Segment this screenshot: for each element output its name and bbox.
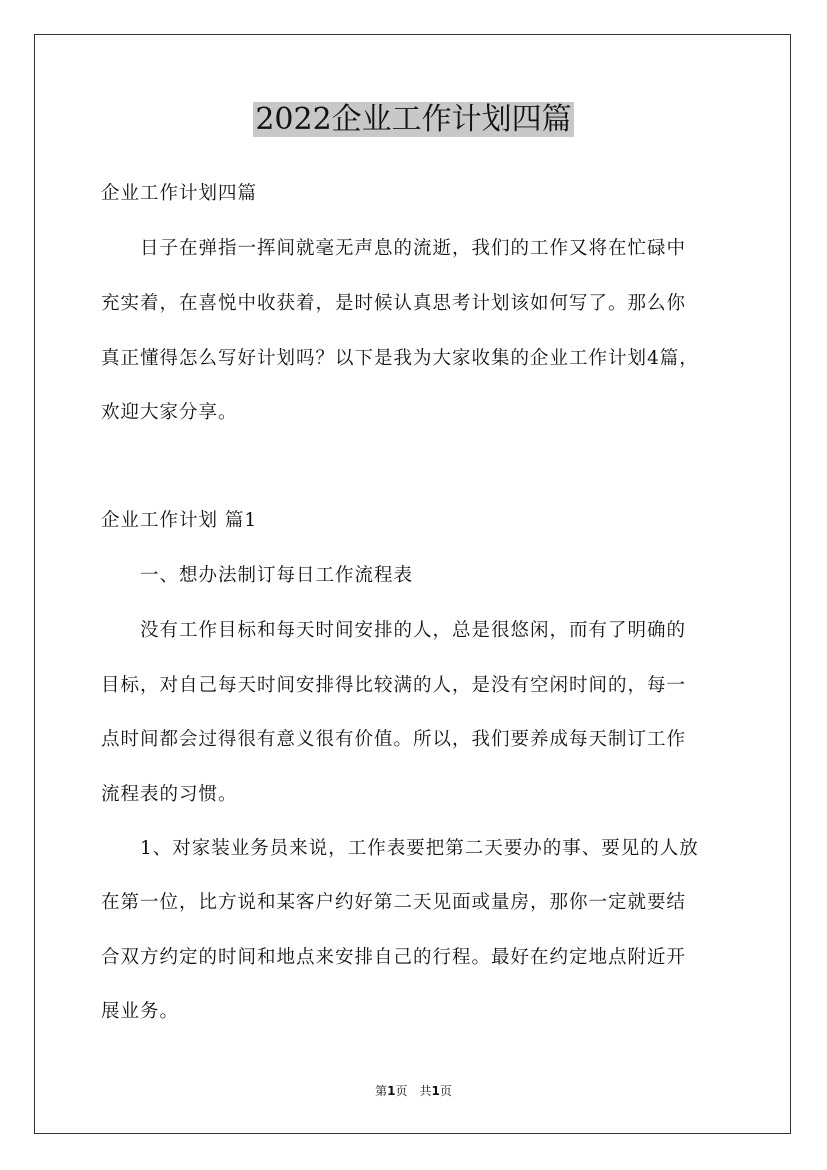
paragraph-line: 点时间都会过得很有意义很有价值。所以，我们要养成每天制订工作 bbox=[101, 729, 687, 750]
paragraph-line: 真正懂得怎么写好计划吗？以下是我为大家收集的企业工作计划4篇， bbox=[101, 348, 699, 369]
footer-page-mid: 页 共 bbox=[395, 1084, 432, 1098]
document-title-text: 2022企业工作计划四篇 bbox=[255, 102, 572, 137]
paragraph-line: 欢迎大家分享。 bbox=[101, 402, 238, 423]
paragraph-line: 流程表的习惯。 bbox=[101, 784, 238, 805]
footer-page-prefix: 第 bbox=[375, 1084, 388, 1098]
paragraph-line: 目标，对自己每天时间安排得比较满的人，是没有空闲时间的，每一 bbox=[101, 675, 687, 696]
footer-page-number: 1 bbox=[387, 1084, 396, 1098]
section-heading: 企业工作计划四篇 bbox=[101, 183, 258, 204]
footer-page-suffix: 页 bbox=[439, 1084, 452, 1098]
paragraph-line: 在第一位，比方说和某客户约好第二天见面或量房，那你一定就要结 bbox=[101, 892, 687, 913]
section-heading: 企业工作计划 篇1 bbox=[101, 510, 258, 531]
paragraph-line: 展业务。 bbox=[101, 1001, 180, 1022]
page-footer bbox=[0, 1083, 827, 1099]
footer-page-total: 1 bbox=[431, 1084, 440, 1098]
paragraph-line: 日子在弹指一挥间就毫无声息的流逝，我们的工作又将在忙碌中 bbox=[101, 238, 687, 259]
paragraph-line: 没有工作目标和每天时间安排的人，总是很悠闲，而有了明确的 bbox=[101, 620, 687, 641]
paragraph-line: 充实着，在喜悦中收获着，是时候认真思考计划该如何写了。那么你 bbox=[101, 293, 687, 314]
subsection-heading: 一、想办法制订每日工作流程表 bbox=[101, 565, 414, 586]
document-title bbox=[0, 98, 827, 142]
paragraph-line: 1、对家装业务员来说，工作表要把第二天要办的事、要见的人放 bbox=[101, 838, 699, 859]
paragraph-line: 合双方约定的时间和地点来安排自己的行程。最好在约定地点附近开 bbox=[101, 947, 687, 968]
